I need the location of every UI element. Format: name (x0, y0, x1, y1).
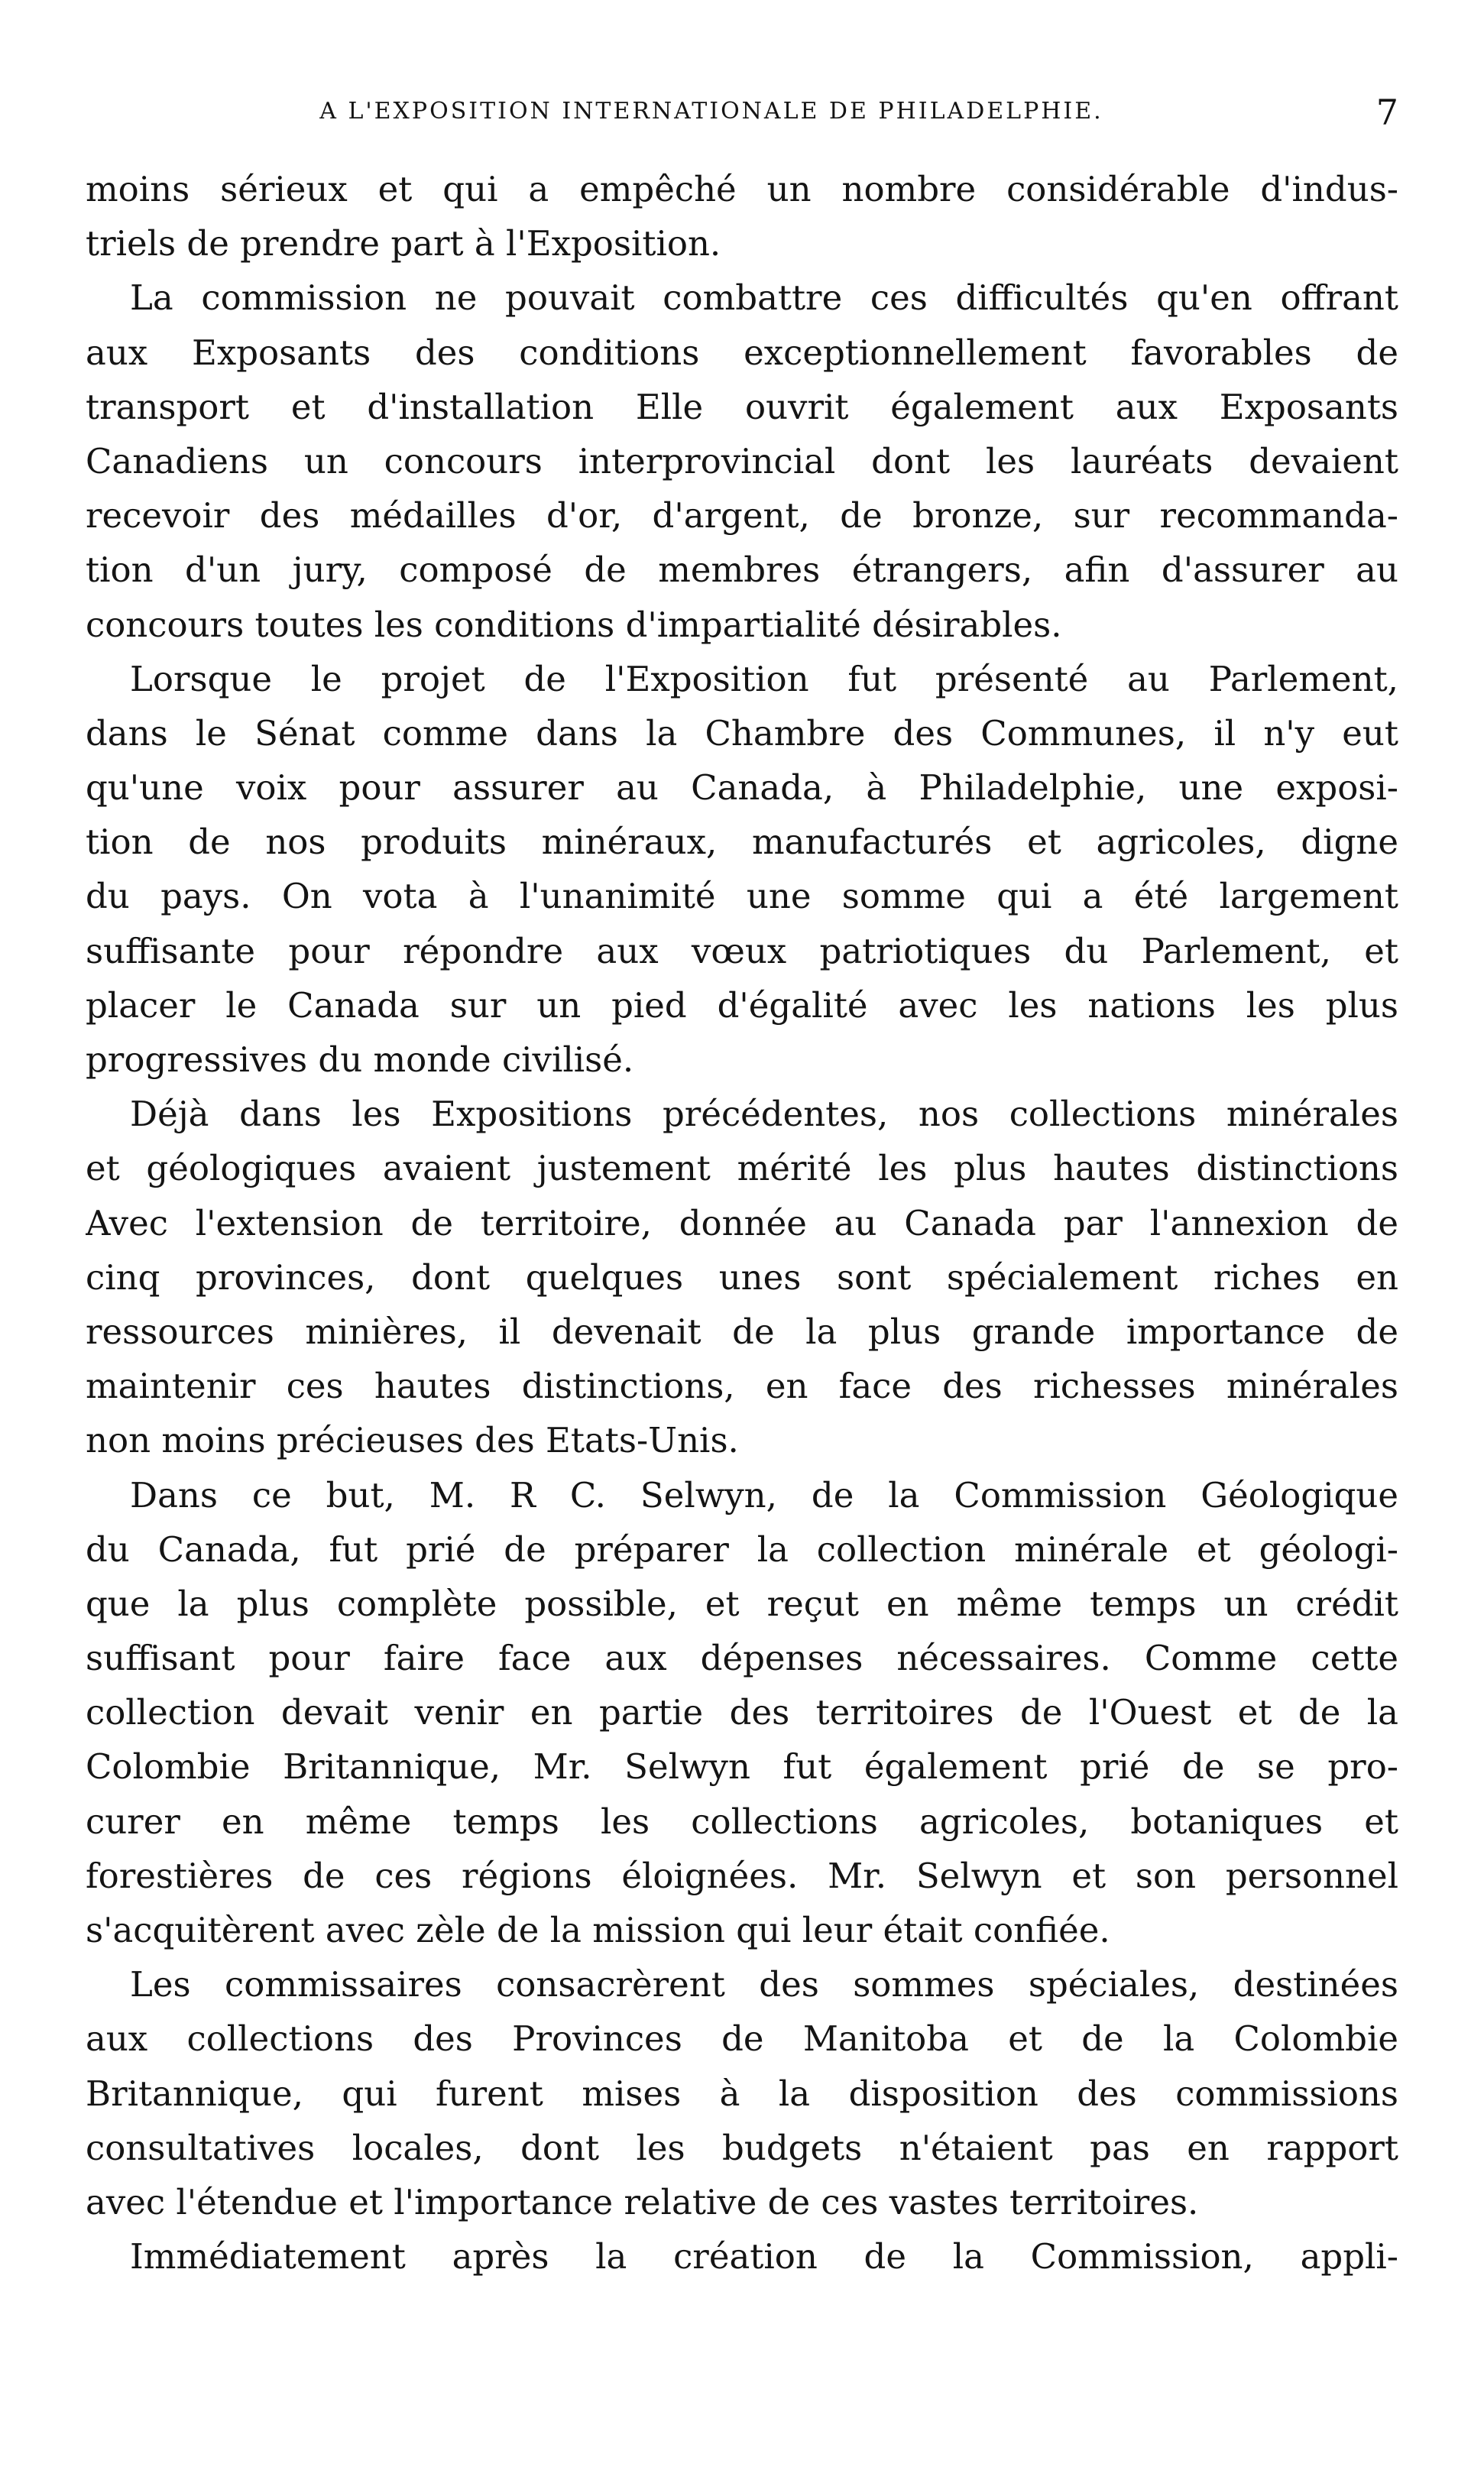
text-line: tion de nos produits minéraux, manufacturés et agricoles, digne (86, 822, 1398, 863)
text-line: Dans ce but, M. R C. Selwyn, de la Commission Géologique (130, 1474, 1398, 1516)
text-line: maintenir ces hautes distinctions, en face des richesses minérales (86, 1366, 1398, 1407)
text-line: recevoir des médailles d'or, d'argent, de bronze, sur recommanda- (86, 495, 1398, 537)
text-body (86, 162, 1398, 2284)
text-line: forestières de ces régions éloignées. Mr. Selwyn et son personnel (86, 1855, 1398, 1896)
text-line: Les commissaires consacrèrent des sommes spéciales, destinées (130, 1964, 1398, 2005)
text-line: moins sérieux et qui a empêché un nombre considérable d'indus- (86, 169, 1398, 209)
text-line: du pays. On vota à l'unanimité une somme qui a été largement (86, 876, 1398, 917)
text-line: aux collections des Provinces de Manitoba et de la Colombie (86, 2018, 1398, 2060)
paragraph-4 (86, 1087, 1398, 1467)
paragraph-7 (86, 2229, 1398, 2284)
paragraph-5 (86, 1468, 1398, 1958)
text-line: Lorsque le projet de l'Exposition fut présenté au Parlement, (130, 658, 1398, 699)
text-line: ressources minières, il devenait de la plus grande importance de (86, 1311, 1398, 1352)
text-line: transport et d'installation Elle ouvrit également aux Exposants (86, 386, 1398, 427)
text-line: dans le Sénat comme dans la Chambre des Communes, il n'y eut (86, 712, 1398, 754)
text-line: progressives du monde civilisé. (86, 1039, 634, 1080)
text-line: triels de prendre part à l'Exposition. (86, 223, 721, 264)
text-line: suffisant pour faire face aux dépenses nécessaires. Comme cette (86, 1638, 1398, 1679)
text-line: s'acquitèrent avec zèle de la mission qui leur était confiée. (86, 1910, 1110, 1950)
text-line: Avec l'extension de territoire, donnée au Canada par l'annexion de (86, 1202, 1398, 1243)
running-head (86, 92, 1398, 138)
text-line: qu'une voix pour assurer au Canada, à Philadelphie, une exposi- (86, 767, 1398, 809)
text-line: que la plus complète possible, et reçut en même temps un crédit (86, 1583, 1398, 1624)
text-line: tion d'un jury, composé de membres étrangers, afin d'assurer au (86, 549, 1398, 591)
text-line: consultatives locales, dont les budgets n'étaient pas en rapport (86, 2127, 1398, 2168)
text-line: non moins précieuses des Etats-Unis. (86, 1420, 739, 1461)
text-line: avec l'étendue et l'importance relative de ces vastes territoires. (86, 2181, 1199, 2222)
text-line: Britannique, qui furent mises à la disposition des commissions (86, 2073, 1398, 2114)
text-line: La commission ne pouvait combattre ces difficultés qu'en offrant (130, 277, 1398, 319)
paragraph-1 (86, 162, 1398, 271)
text-line: Immédiatement après la création de la Commission, appli- (130, 2236, 1398, 2277)
paragraph-3 (86, 652, 1398, 1088)
text-line: aux Exposants des conditions exceptionnellement favorables de (86, 332, 1398, 373)
text-line: concours toutes les conditions d'impartialité désirables. (86, 604, 1062, 645)
text-line: cinq provinces, dont quelques unes sont spécialement riches en (86, 1256, 1398, 1298)
text-line: curer en même temps les collections agricoles, botaniques et (86, 1801, 1398, 1842)
text-line: Colombie Britannique, Mr. Selwyn fut également prié de se pro- (86, 1746, 1398, 1788)
text-line: placer le Canada sur un pied d'égalité avec les nations les plus (86, 984, 1398, 1026)
text-line: Déjà dans les Expositions précédentes, nos collections minérales (130, 1094, 1398, 1135)
paragraph-6 (86, 1957, 1398, 2229)
paragraph-2 (86, 271, 1398, 651)
text-line: Canadiens un concours interprovincial dont les lauréats devaient (86, 440, 1398, 481)
text-line: du Canada, fut prié de préparer la collection minérale et géologi- (86, 1529, 1398, 1570)
text-line: suffisante pour répondre aux vœux patriotiques du Parlement, et (86, 930, 1398, 971)
text-line: collection devait venir en partie des territoires de l'Ouest et de la (86, 1692, 1398, 1733)
page-number: 7 (1375, 92, 1398, 133)
running-title: A L'EXPOSITION INTERNATIONALE DE PHILADELPHIE. (319, 98, 1103, 125)
text-line: et géologiques avaient justement mérité les plus hautes distinctions (86, 1148, 1398, 1189)
